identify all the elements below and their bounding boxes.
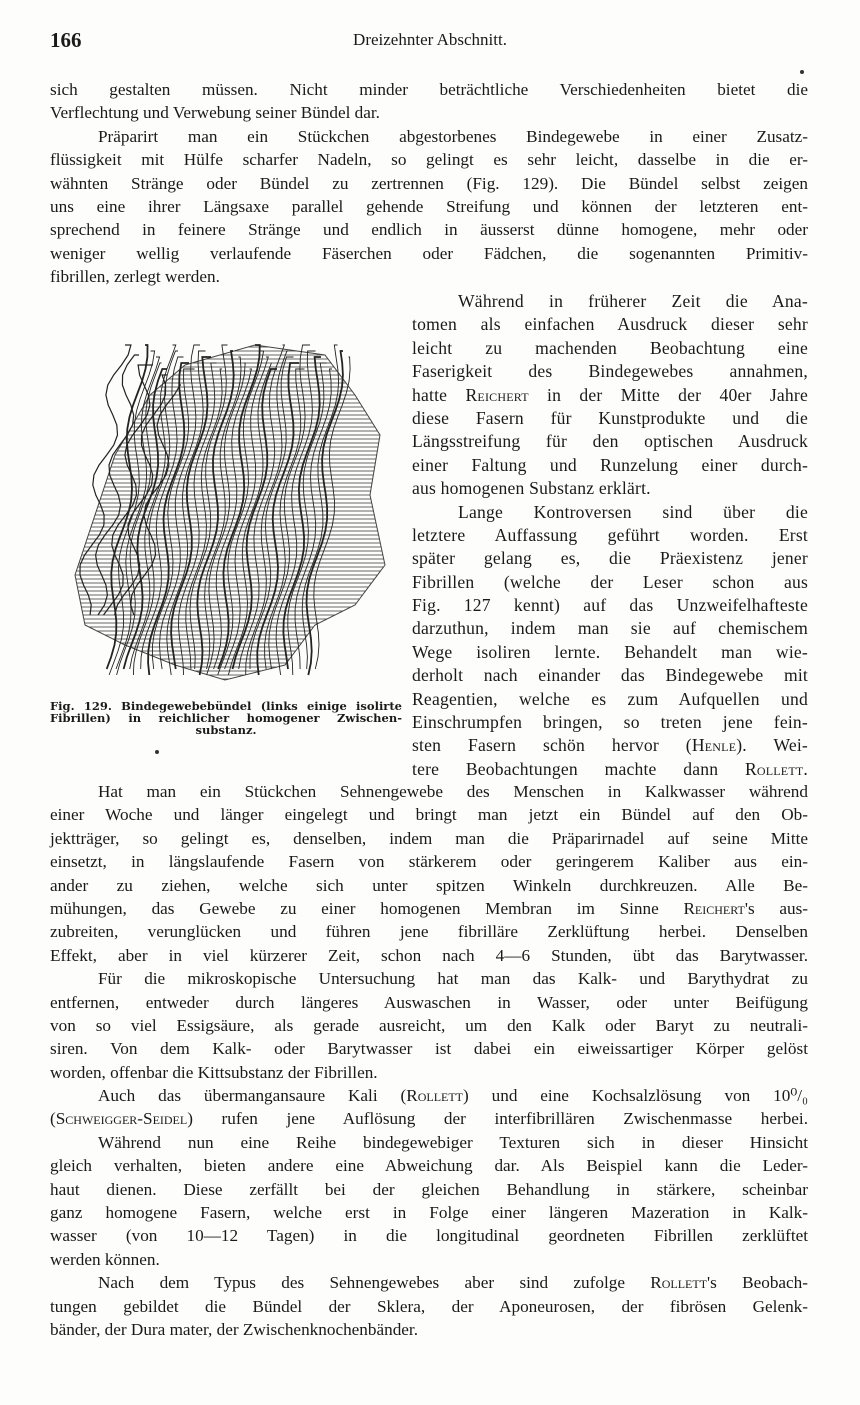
- text-segment: (: [50, 1109, 56, 1129]
- text-line: [412, 454, 808, 477]
- text-line: [50, 78, 808, 101]
- text-segment: Verflechtung und Verwebung seiner Bündel dar.: [50, 103, 380, 123]
- text-segment: in der Mitte der 40er Jahre: [528, 384, 808, 405]
- text-segment: Lange Kontroversen sind über die: [458, 501, 808, 522]
- text-line: [50, 1061, 808, 1084]
- text-line: [412, 290, 808, 313]
- ink-speck: [800, 70, 804, 74]
- text-line: [412, 734, 808, 757]
- text-line: [50, 1084, 808, 1107]
- text-segment: Während nun eine Reihe bindegewebiger Texturen sich in dieser Hinsicht: [98, 1132, 808, 1152]
- text-segment: diese Fasern für Kunstprodukte und die: [412, 407, 808, 428]
- text-segment: ) und eine Kochsalzlösung von 10⁰/₀: [463, 1086, 809, 1106]
- author-name: Schweigger-Seidel: [55, 1109, 188, 1129]
- ink-speck: [155, 750, 159, 754]
- text-line: [50, 967, 808, 990]
- text-segment: tere Beobachtungen machte dann: [412, 758, 745, 779]
- text-line: [412, 524, 808, 547]
- text-line: [50, 991, 808, 1014]
- text-segment: Hat man ein Stückchen Sehnengewebe des Menschen in Kalkwasser während: [98, 782, 808, 801]
- text-line: [50, 1154, 808, 1177]
- text-line: [50, 1201, 808, 1224]
- text-segment: gleich verhalten, bieten andere eine Abweichung dar. Als Beispiel kann die Leder-: [50, 1156, 808, 1176]
- text-segment: Faserigkeit des Bindegewebes annahmen,: [412, 361, 808, 382]
- text-line: [412, 477, 808, 500]
- text-segment: sten Fasern schön hervor (: [412, 735, 692, 756]
- text-line: [412, 547, 808, 570]
- text-segment: ). Wei-: [736, 735, 808, 756]
- text-segment: einer Faltung und Runzelung einer durch-: [412, 454, 808, 475]
- text-line: [412, 313, 808, 336]
- text-segment: leicht zu machenden Beobachtung eine: [412, 337, 808, 358]
- text-segment: sprechend in feinere Stränge und endlich in äusserst dünne homogene, mehr oder: [50, 220, 808, 240]
- text-line: [412, 711, 808, 734]
- author-name: Rollett: [650, 1273, 708, 1293]
- text-line: [412, 501, 808, 524]
- text-block-bottom: [50, 780, 808, 1341]
- text-segment: derholt nach einander das Bindegewebe mit: [412, 665, 808, 686]
- text-segment: Für die mikroskopische Untersuchung hat man das Kalk- und Barythydrat zu: [98, 969, 808, 989]
- text-line: [412, 758, 808, 781]
- figure-129-connective-tissue-illustration: [55, 325, 395, 690]
- text-line: [412, 641, 808, 664]
- text-line: [50, 1295, 808, 1318]
- text-line: [412, 617, 808, 640]
- text-line: [50, 1037, 808, 1060]
- text-line: [412, 571, 808, 594]
- text-line: [412, 360, 808, 383]
- text-segment: sich gestalten müssen. Nicht minder beträchtliche Verschiedenheiten bietet die: [50, 80, 808, 99]
- text-line: [412, 430, 808, 453]
- text-line: [50, 1131, 808, 1154]
- text-segment: Wege isoliren lernte. Behandelt man wie-: [412, 641, 808, 662]
- figure-caption: [50, 700, 402, 736]
- text-line: [50, 944, 808, 967]
- text-segment: wähnten Stränge oder Bündel zu zertrennen (Fig. 129). Die Bündel selbst zeigen: [50, 173, 808, 193]
- text-segment: flüssigkeit mit Hülfe scharfer Nadeln, so gelingt es sehr leicht, dasselbe in die er-: [50, 150, 808, 170]
- text-segment: von so viel Essigsäure, als gerade ausreicht, um den Kalk oder Baryt zu neutrali-: [50, 1015, 808, 1035]
- text-line: [412, 594, 808, 617]
- text-line: [412, 384, 808, 407]
- text-line: [412, 664, 808, 687]
- text-line: [50, 242, 808, 265]
- caption-line: substanz.: [195, 723, 257, 737]
- text-line: [412, 337, 808, 360]
- text-segment: letztere Auffassung geführt worden. Erst: [412, 524, 808, 545]
- text-segment: einer Woche und länger eingelegt und bringt man jetzt ein Bündel auf den Ob-: [50, 805, 808, 825]
- text-line: [50, 850, 808, 873]
- text-segment: Nach dem Typus des Sehnengewebes aber sind zufolge: [98, 1273, 651, 1293]
- text-line: [50, 1107, 808, 1130]
- author-name: Rollett: [406, 1086, 464, 1106]
- text-segment: zubreiten, verunglücken und führen jene fibrilläre Zerklüftung herbei. Denselben: [50, 922, 808, 942]
- page-number: 166: [50, 28, 82, 52]
- text-segment: haut dienen. Diese zerfällt bei der gleichen Behandlung in stärkere, scheinbar: [50, 1179, 808, 1199]
- text-line: [50, 920, 808, 943]
- text-segment: uns eine ihrer Längsaxe parallel gehende Streifung und können der letzteren ent-: [50, 196, 808, 216]
- text-segment: mühungen, das Gewebe zu einer homogenen Membran im Sinne: [50, 898, 684, 918]
- text-line: [50, 803, 808, 826]
- text-line: [50, 827, 808, 850]
- text-line: [50, 1248, 808, 1271]
- text-segment: jektträger, so gelingt es, denselben, indem man die Präparirnadel auf seine Mitte: [50, 828, 808, 848]
- text-line: [50, 218, 808, 241]
- text-segment: später gelang es, die Präexistenz jener: [412, 548, 808, 569]
- text-segment: worden, offenbar die Kittsubstanz der Fibrillen.: [50, 1062, 378, 1082]
- text-segment: Präparirt man ein Stückchen abgestorbenes Bindegewebe in einer Zusatz-: [98, 126, 808, 146]
- text-segment: entfernen, entweder durch längeres Auswaschen in Wasser, oder unter Beifügung: [50, 992, 808, 1012]
- caption-line: Fig. 129. Bindegewebebündel (links einige isolirte: [50, 699, 402, 713]
- text-segment: Fibrillen (welche der Leser schon aus: [412, 571, 808, 592]
- text-segment: hatte: [412, 384, 466, 405]
- text-line: [50, 780, 808, 803]
- text-line: [50, 1318, 808, 1341]
- text-line: [50, 1224, 808, 1247]
- text-block-top: [50, 78, 808, 289]
- text-segment: ganz homogene Fasern, welche erst in Folge einer längeren Mazeration in Kalk-: [50, 1203, 808, 1223]
- text-segment: ) rufen jene Auflösung der interfibrillären Zwischenmasse herbei.: [187, 1109, 808, 1129]
- text-segment: 's Beobach-: [707, 1273, 808, 1293]
- text-line: [50, 265, 808, 288]
- text-line: [412, 688, 808, 711]
- text-line: [50, 1271, 808, 1294]
- text-segment: werden können.: [50, 1249, 160, 1269]
- text-line: [50, 125, 808, 148]
- text-line: [50, 101, 808, 124]
- text-segment: ander zu ziehen, welche sich unter spitzen Winkeln durchkreuzen. Alle Be-: [50, 875, 808, 895]
- author-name: Reichert: [683, 898, 745, 918]
- text-segment: einsetzt, in längslaufende Fasern von stärkerem oder geringerem Kaliber aus ein-: [50, 852, 808, 872]
- text-line: [50, 195, 808, 218]
- text-line: [412, 407, 808, 430]
- text-segment: aus homogenen Substanz erklärt.: [412, 478, 651, 499]
- text-segment: bänder, der Dura mater, der Zwischenknochenbänder.: [50, 1319, 418, 1339]
- text-segment: tomen als einfachen Ausdruck dieser sehr: [412, 314, 808, 335]
- text-segment: Reagentien, welche es zum Aufquellen und: [412, 688, 808, 709]
- text-segment: Längsstreifung für den optischen Ausdruck: [412, 431, 808, 452]
- text-segment: .: [803, 758, 808, 779]
- text-segment: darzuthun, indem man sie auf chemischem: [412, 618, 808, 639]
- text-line: [50, 172, 808, 195]
- author-name: Henle: [691, 735, 737, 756]
- text-line: [50, 1178, 808, 1201]
- text-segment: Auch das übermangansaure Kali (: [98, 1086, 407, 1106]
- text-segment: weniger wellig verlaufende Fäserchen oder Fädchen, die sogenannten Primitiv-: [50, 243, 808, 263]
- text-block-right-column: [412, 290, 808, 781]
- ground-substance-shape: [75, 345, 385, 680]
- text-line: [50, 1014, 808, 1037]
- text-segment: 's aus-: [744, 898, 809, 918]
- text-segment: fibrillen, zerlegt werden.: [50, 267, 220, 287]
- text-segment: Effekt, aber in viel kürzerer Zeit, schon nach 4—6 Stunden, übt das Barytwasser.: [50, 945, 808, 965]
- author-name: Rollett: [744, 758, 804, 779]
- author-name: Reichert: [465, 384, 529, 405]
- caption-line: Fibrillen) in reichlicher homogener Zwischen-: [50, 711, 402, 725]
- text-line: [50, 897, 808, 920]
- text-line: [50, 874, 808, 897]
- text-segment: wasser (von 10—12 Tagen) in die longitudinal geordneten Fibrillen zerklüftet: [50, 1226, 808, 1246]
- text-segment: Während in früherer Zeit die Ana-: [458, 291, 808, 311]
- text-segment: tungen gebildet die Bündel der Sklera, der Aponeurosen, der fibrösen Gelenk-: [50, 1296, 808, 1316]
- text-segment: Einschrumpfen bringen, so treten jene fein-: [412, 712, 808, 733]
- text-line: [50, 148, 808, 171]
- running-title: Dreizehnter Abschnitt.: [353, 30, 507, 49]
- text-segment: Fig. 127 kennt) auf das Unzweifelhafteste: [412, 595, 808, 616]
- text-segment: siren. Von dem Kalk- oder Barytwasser ist dabei ein eiweissartiger Körper gelöst: [50, 1039, 808, 1059]
